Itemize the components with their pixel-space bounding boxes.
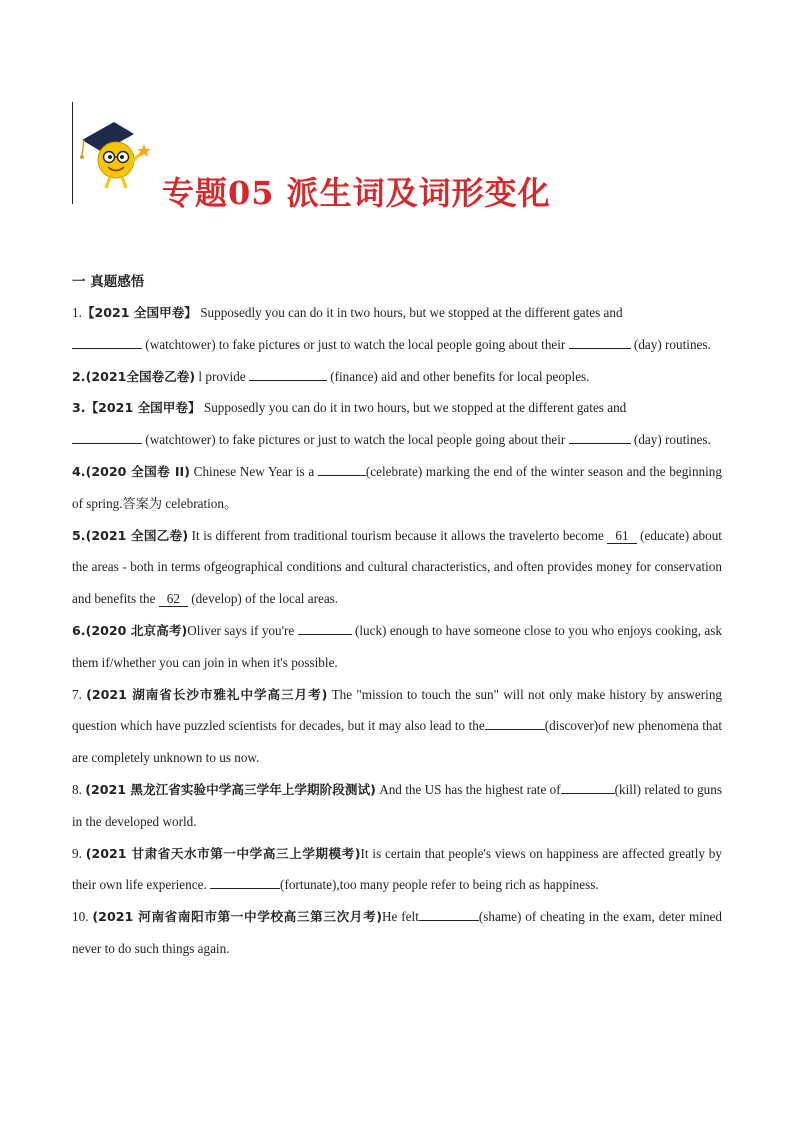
question-text: Supposedly you can do it in two hours, but we stopped at the different gates and [200,400,627,416]
answer-blank[interactable] [72,429,142,444]
question-source: (2020 北京高考) [85,622,188,638]
answer-blank[interactable] [72,334,142,349]
answer-blank[interactable] [210,874,280,889]
question-text: (discover)of new phenomena that are completely unknown to us now. [72,718,722,766]
question-number: 5. [72,527,86,543]
question-text: (luck) enough to have someone close to you who enjoys cooking, ask them if/whether you can join in when it's possible. [72,622,722,670]
question-source: (2021 全国乙卷) [85,527,189,543]
question-text: (develop) of the local areas. [187,591,339,607]
question-source: (2021 甘肃省天水市第一中学高三上学期模考) [85,845,361,861]
question-3 [72,392,722,456]
question-text: (celebrate) marking the end of the winter season and the beginning of spring.答案为 celebration。 [72,463,722,511]
question-7 [72,679,722,774]
answer-blank[interactable] [485,715,545,730]
answer-blank[interactable] [318,461,366,476]
question-source: (2021 黑龙江省实验中学高三学年上学期阶段测试) [85,781,376,797]
question-text: (watchtower) to fake pictures or just to watch the local people going about their [142,336,569,352]
question-text: The "mission to touch the sun" will not only make history by answering question which have puzzled scientists for decades, but it may also lead to the [72,686,723,734]
question-number: 1. [72,305,82,320]
question-1 [72,297,722,361]
question-list [72,297,722,965]
question-4 [72,456,722,520]
question-number: 7. [72,686,87,702]
answer-blank[interactable] [569,334,631,349]
question-text: (day) routines. [630,432,711,448]
question-number: 3. [72,400,86,416]
question-5 [72,520,722,615]
question-10 [72,901,722,965]
question-source: 【2021 全国甲卷】 [81,305,197,320]
answer-blank[interactable] [298,620,352,635]
question-text: He felt [381,909,419,925]
question-8 [72,774,722,838]
question-source: (2021 湖南省长沙市雅礼中学高三月考) [86,686,328,702]
question-text: Oliver says if you're [187,622,298,638]
question-text: And the US has the highest rate of [375,781,561,797]
question-source: (2020 全国卷 II) [85,463,190,479]
question-text: (finance) aid and other benefits for local peoples. [326,368,590,384]
answer-blank[interactable] [561,779,615,794]
question-source: 【2021 全国甲卷】 [85,400,201,416]
answer-blank-61[interactable]: 61 [607,528,636,544]
question-text: (watchtower) to fake pictures or just to watch the local people going about their [142,432,569,448]
question-number: 10. [72,909,93,925]
question-text: (day) routines. [630,336,711,352]
page-title: 专题05 派生词及词形变化 [162,174,551,212]
section-heading: 一 真题感悟 [72,274,145,290]
question-number: 6. [72,622,86,638]
answer-blank[interactable] [569,429,631,444]
question-source: (2021 河南省南阳市第一中学校高三第三次月考) [92,909,382,925]
question-text: (shame) of cheating in the exam, deter mined never to do such things again. [72,909,723,956]
question-text: l provide [195,368,249,384]
question-text: (educate) about the areas - both in terms ofgeographical conditions and cultural characteristics, and often provides money for conservation and benefits the [72,527,722,607]
question-6 [72,615,722,679]
question-text: (kill) related to guns in the developed world. [72,781,723,829]
graduate-mascot-icon [76,100,156,190]
question-text: It is certain that people's views on happiness are affected greatly by their own life experience. [72,845,722,893]
answer-blank[interactable] [419,906,479,921]
question-text: Chinese New Year is a [189,463,318,479]
header-divider [72,102,73,204]
answer-blank[interactable] [249,366,327,381]
question-text: Supposedly you can do it in two hours, but we stopped at the different gates and [196,305,623,320]
question-2 [72,361,722,393]
question-source: (2021全国卷乙卷) [85,368,196,384]
question-number: 8. [72,781,86,797]
question-number: 4. [72,463,86,479]
question-text: It is different from traditional tourism because it allows the travelerto become [188,527,608,543]
answer-blank-62[interactable]: 62 [159,591,188,607]
question-number: 2. [72,368,86,384]
question-9 [72,838,722,902]
question-text: (fortunate),too many people refer to being rich as happiness. [280,877,599,893]
question-number: 9. [72,845,86,861]
